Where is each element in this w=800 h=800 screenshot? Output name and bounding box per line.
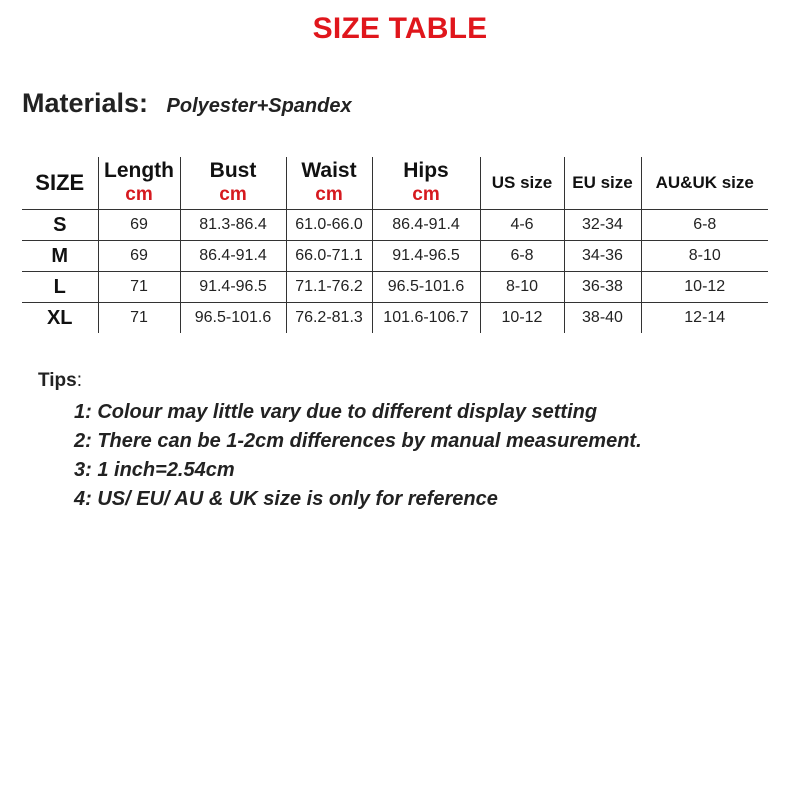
header-bust-unit: cm [219,184,247,205]
header-us-size: US size [480,157,564,210]
header-length: Length cm [98,157,180,210]
cell-waist: 76.2-81.3 [286,303,372,334]
cell-size: S [22,210,98,241]
cell-eu-size: 38-40 [564,303,641,334]
header-waist: Waist cm [286,157,372,210]
cell-hips: 96.5-101.6 [372,272,480,303]
materials-label: Materials: [22,88,149,118]
cell-size: L [22,272,98,303]
cell-bust: 86.4-91.4 [180,241,286,272]
cell-length: 71 [98,272,180,303]
header-bust: Bust cm [180,157,286,210]
tips-heading [38,370,642,392]
page-title: SIZE TABLE [312,12,488,45]
cell-us-size: 6-8 [480,241,564,272]
header-size: SIZE [35,170,85,195]
header-hips: Hips cm [372,157,480,210]
cell-eu-size: 36-38 [564,272,641,303]
header-length-unit: cm [125,184,153,205]
cell-bust: 81.3-86.4 [180,210,286,241]
cell-length: 71 [98,303,180,334]
cell-hips: 86.4-91.4 [372,210,480,241]
cell-bust: 91.4-96.5 [180,272,286,303]
tips-list [38,398,642,514]
header-au-uk-size: AU&UK size [641,157,768,210]
cell-waist: 66.0-71.1 [286,241,372,272]
table-row [22,241,768,272]
cell-eu-size: 32-34 [564,210,641,241]
cell-hips: 91.4-96.5 [372,241,480,272]
cell-waist: 61.0-66.0 [286,210,372,241]
cell-au-uk-size: 6-8 [641,210,768,241]
tips-label: Tips [38,370,77,391]
size-table [22,157,768,333]
tip-item: 4: US/ EU/ AU & UK size is only for reference [74,488,498,510]
materials-value: Polyester+Spandex [166,95,352,117]
tips-colon: : [76,370,82,391]
cell-eu-size: 34-36 [564,241,641,272]
table-row [22,272,768,303]
table-row [22,303,768,334]
cell-au-uk-size: 8-10 [641,241,768,272]
header-hips-unit: cm [412,184,440,205]
cell-hips: 101.6-106.7 [372,303,480,334]
cell-au-uk-size: 12-14 [641,303,768,334]
materials-line [22,88,352,119]
cell-us-size: 4-6 [480,210,564,241]
cell-us-size: 8-10 [480,272,564,303]
tip-item: 1: Colour may little vary due to different display setting [74,401,598,423]
cell-au-uk-size: 10-12 [641,272,768,303]
table-header-row [22,157,768,210]
header-eu-size: EU size [564,157,641,210]
cell-us-size: 10-12 [480,303,564,334]
tip-item: 3: 1 inch=2.54cm [74,459,235,481]
cell-size: M [22,241,98,272]
table-row [22,210,768,241]
cell-bust: 96.5-101.6 [180,303,286,334]
tips-section [38,370,642,514]
cell-length: 69 [98,210,180,241]
cell-waist: 71.1-76.2 [286,272,372,303]
cell-size: XL [22,303,98,334]
tip-item: 2: There can be 1-2cm differences by manual measurement. [74,430,642,452]
header-waist-unit: cm [315,184,343,205]
cell-length: 69 [98,241,180,272]
